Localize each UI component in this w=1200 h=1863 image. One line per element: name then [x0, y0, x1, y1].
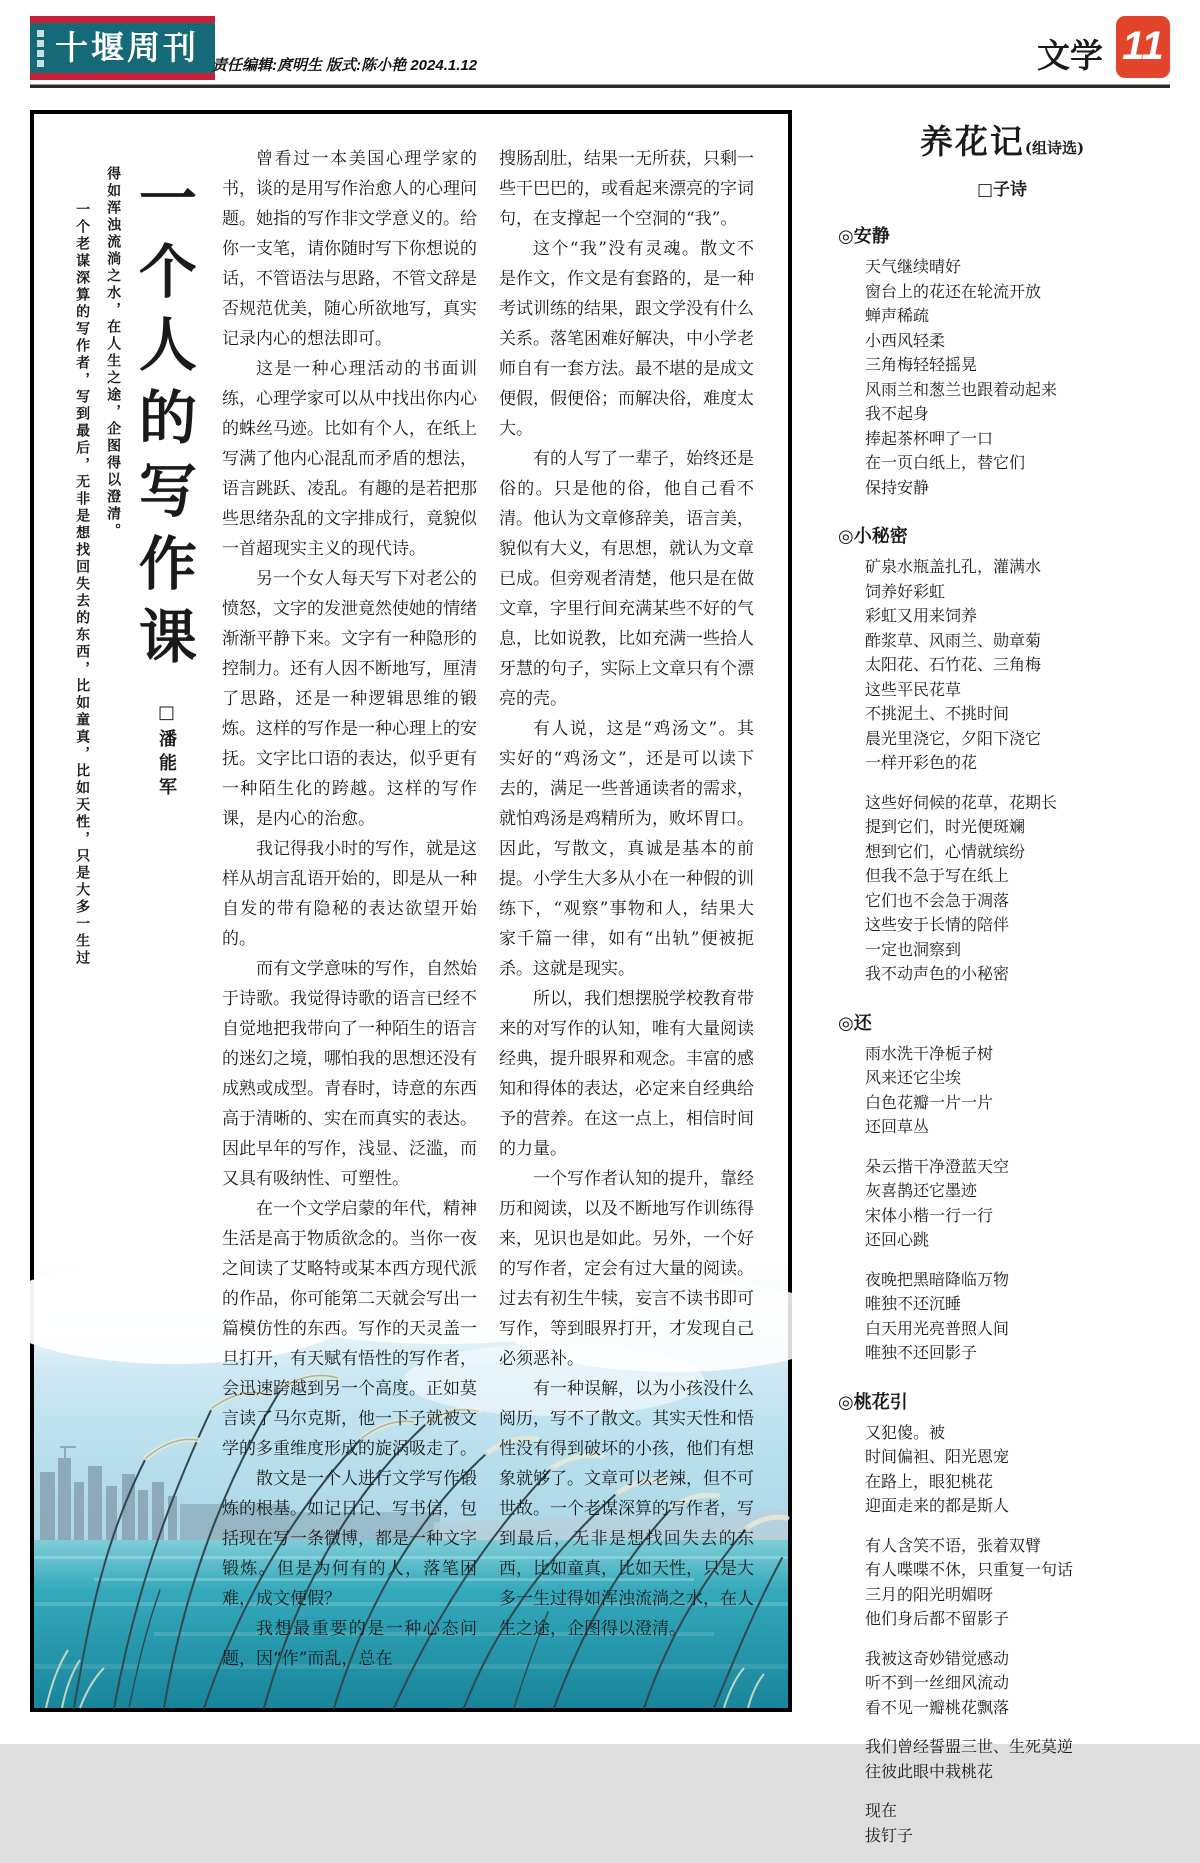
poem-line: 这些安于长情的陪伴 [865, 915, 1010, 934]
poem-line: 风来还它尘埃 [865, 1068, 962, 1087]
poem-section [838, 522, 1166, 987]
poem-line: 天气继续晴好 [865, 257, 962, 276]
poem-stanza [865, 1647, 1166, 1721]
poem-line: 我们曾经誓盟三世、生死莫逆 [865, 1737, 1074, 1756]
article-paragraph: 曾看过一本美国心理学家的书，谈的是用写作治愈人的心理问题。她指的写作非文学意义的。给你一支笔，请你随时写下你想说的话，不管语法与思路，不管文辞是否规范优美，随心所欲地写，真实记录内心的想法即可。 [222, 149, 477, 349]
poem-stanza [865, 1534, 1166, 1632]
poem-section-title: ◎桃花引 [838, 1391, 908, 1413]
poem-line: 但我不急于写在纸上 [865, 866, 1010, 885]
poem-author: □子诗 [976, 180, 1028, 200]
article-paragraph: 我想最重要的是一种心态问题，因“作”而乱，总在 [222, 1619, 477, 1669]
poem-title-suffix: (组诗选) [1024, 139, 1085, 157]
article-paragraph: 有人说，这是“鸡汤文”。其实好的“鸡汤文”，还是可以读下去的，满足一些普通读者的需求，就怕鸡汤是鸡精所为，败坏胃口。因此，写散文，真诚是基本的前提。小学生大多从小在一种假的训练下，“观察”事物和人，结果大家千篇一律，如有“出轨”便被扼杀。这就是现实。 [499, 719, 754, 979]
header-rule [30, 84, 1170, 88]
poem-line: 朵云揩干净澄蓝天空 [865, 1156, 1010, 1176]
poem-line: 有人喋喋不休，只重复一句话 [865, 1560, 1074, 1579]
masthead-title: 十堰周刊 [55, 28, 199, 67]
poem-line: 我不动声色的小秘密 [865, 964, 1010, 983]
article-paragraph: 而有文学意味的写作，自然始于诗歌。我觉得诗歌的语言已经不自觉地把我带向了一种陌生的语言的迷幻之境，哪怕我的思想还没有成熟或成型。青春时，诗意的东西高于清晰的、实在而真实的表达。因此早年的写作，浅显、泛滥，而又具有吸纳性、可塑性。 [222, 959, 477, 1189]
poem-line: 在路上，眼犯桃花 [865, 1471, 994, 1491]
article-paragraph: 散文是一个人进行文学写作锻炼的根基。如记日记、写书信，包括现在写一条微博，都是一种文字锻炼。但是为何有的人，落笔困难，成文便假？ [222, 1469, 477, 1609]
poem-line: 迎面走来的都是斯人 [865, 1496, 1010, 1515]
poem-line: 拔钉子 [865, 1825, 914, 1845]
poem-line: 宋体小楷一行一行 [865, 1205, 994, 1225]
poem-line: 一样开彩色的花 [865, 753, 978, 772]
article-paragraph: 有的人写了一辈子，始终还是俗的。只是他的俗，他自己看不清。他认为文章修辞美，语言美，貌似有大义，有思想，就认为文章已成。但旁观者清楚，他只是在做文章，字里行间充满某些不好的气息，比如说教，比如充满一些拾人牙慧的句子，实际上文章只有个漂亮的壳。 [499, 449, 754, 709]
poem-stanza [865, 1155, 1166, 1253]
poem-line: 饲养好彩虹 [865, 581, 946, 601]
poem-line: 蝉声稀疏 [865, 306, 930, 325]
poem-line: 他们身后都不留影子 [865, 1609, 1010, 1628]
poem-stanza [865, 555, 1166, 776]
page-content [30, 110, 1170, 1863]
poem-stanza [865, 1735, 1166, 1784]
poem-line: 白天用光亮普照人间 [865, 1318, 1010, 1338]
poem-line: 唯独不还沉睡 [865, 1294, 962, 1313]
poem-section-title: ◎还 [838, 1012, 872, 1034]
article-title: 一个人的写作课 [128, 168, 197, 679]
poem-section [838, 222, 1166, 500]
poem-line: 时间偏袒、阳光恩宠 [865, 1447, 1010, 1466]
poem-title-text: 养花记 [919, 122, 1025, 161]
poem-line: 夜晚把黑暗降临万物 [865, 1269, 1010, 1289]
article-headline-zone [58, 144, 220, 1678]
poem-section-title: ◎安静 [838, 226, 890, 247]
poem-line: 我被这奇妙错觉感动 [865, 1648, 1010, 1668]
poem-line: 窗台上的花还在轮流开放 [865, 281, 1042, 301]
poem-line: 这些平民花草 [865, 679, 962, 699]
article-paragraph: 我记得我小时的写作，就是这样从胡言乱语开始的，即是从一种自发的带有隐秘的表达欲望开始的。 [222, 839, 477, 949]
article-deck-line-1: 一个老谋深算的写作者，写到最后，无非是想找回失去的东西，比如童真，比如天性，只是大多一生过 [74, 202, 91, 967]
poem-line: 看不见一瓣桃花飘落 [865, 1697, 1010, 1717]
poem-line: 还回心跳 [865, 1230, 930, 1249]
poem-line: 在一页白纸上，替它们 [865, 453, 1026, 472]
poem-line: 这些好伺候的花草，花期长 [865, 792, 1058, 812]
poem-line: 小西风轻柔 [865, 330, 946, 350]
article-author: □潘能军 [156, 702, 177, 801]
poem-line: 矿泉水瓶盖扎孔，灌满水 [865, 557, 1042, 576]
poem-line: 灰喜鹊还它墨迹 [865, 1181, 978, 1200]
article-paragraph: 这是一种心理活动的书面训练，心理学家可以从中找出你内心的蛛丝马迹。比如有个人，在纸上写满了他内心混乱而矛盾的想法，语言跳跃、凌乱。有趣的是若把那些思绪杂乱的文字排成行，竟貌似一首超现实主义的现代诗。 [222, 359, 477, 559]
poem-line: 风雨兰和葱兰也跟着动起来 [865, 379, 1058, 399]
header-right [1037, 16, 1170, 78]
article-column-1 [222, 144, 477, 1678]
poem-stanza [865, 1268, 1166, 1366]
masthead-side-marks [37, 30, 48, 67]
poem-line: 三角梅轻轻摇晃 [865, 355, 978, 374]
poem-stanza [865, 1799, 1166, 1848]
poetry-column [792, 110, 1170, 1863]
poem-line: 不挑泥土、不挑时间 [865, 704, 1010, 723]
poem-line: 它们也不会急于凋落 [865, 890, 1010, 910]
poem-line: 提到它们，时光便斑斓 [865, 817, 1026, 836]
editor-credit-line: 责任编辑:庹明生 版式:陈小艳 2024.1.12 [212, 57, 478, 74]
article-column-2 [499, 144, 754, 1678]
poem-line: 白色花瓣一片一片 [865, 1092, 994, 1112]
poem-line: 往彼此眼中栽桃花 [865, 1761, 994, 1781]
poem-line: 想到它们，心情就缤纷 [865, 841, 1026, 861]
poem-line: 雨水洗干净栀子树 [865, 1043, 994, 1063]
article-paragraph: 在一个文学启蒙的年代，精神生活是高于物质欲念的。当你一夜之间读了艾略特或某本西方现代派的作品，你可能第二天就会写出一篇模仿性的东西。写作的天灵盖一旦打开，有天赋有悟性的写作者，会迅速跨越到另一个高度。正如莫言读了马尔克斯，他一下子就被文学的多重维度形成的旋涡吸走了。 [222, 1199, 477, 1459]
poem-section [838, 1009, 1166, 1366]
masthead [30, 14, 1170, 80]
poem-line: 有人含笑不语，张着双臂 [865, 1535, 1042, 1555]
poem-line: 保持安静 [865, 477, 930, 497]
poem-stanza [865, 791, 1166, 987]
poem-line: 听不到一丝细风流动 [865, 1673, 1010, 1692]
article-paragraph: 这个“我”没有灵魂。散文不是作文，作文是有套路的，是一种考试训练的结果，跟文学没有什么关系。落笔困难好解决，中小学老师自有一套方法。最不堪的是成文便假，假便俗；而解决俗，难度太大。 [499, 239, 754, 439]
section-label: 文学 [1037, 36, 1103, 75]
poem-line: 太阳花、石竹花、三角梅 [865, 655, 1042, 674]
poem-stanza [865, 1421, 1166, 1519]
poem-line: 我不起身 [865, 404, 930, 423]
poem-line: 三月的阳光明媚呀 [865, 1584, 994, 1604]
poem-line: 又犯傻。被 [865, 1422, 946, 1442]
article-frame [30, 110, 792, 1712]
poem-stanza [865, 1042, 1166, 1140]
poem-line: 现在 [865, 1801, 898, 1820]
article-paragraph: 搜肠刮肚，结果一无所获，只剩一些干巴巴的，或看起来漂亮的字词句，在支撑起一个空洞的“我”。 [499, 149, 754, 229]
poem-title [838, 116, 1166, 163]
poem-line: 酢浆草、风雨兰、勋章菊 [865, 630, 1042, 650]
poem-stanza [865, 255, 1166, 500]
masthead-logo [30, 16, 215, 80]
article-paragraph: 有一种误解，以为小孩没什么阅历，写不了散文。其实天性和悟性没有得到破坏的小孩，他们有想象就够了。文章可以老辣，但不可世故。一个老谋深算的写作者，写到最后，无非是想找回失去的东西，比如童真，比如天性，只是大多一生过得如浑浊流淌之水，在人生之途，企图得以澄清。 [499, 1379, 754, 1639]
poem-line: 还回草丛 [865, 1117, 930, 1136]
poem-line: 晨光里浇它，夕阳下浇它 [865, 728, 1042, 748]
poem-line: 一定也洞察到 [865, 939, 962, 959]
article-paragraph: 另一个女人每天写下对老公的愤怒，文字的发泄竟然使她的情绪渐渐平静下来。文字有一种隐形的控制力。还有人因不断地写，厘清了思路，还是一种逻辑思维的锻炼。这样的写作是一种心理上的安抚。文字比口语的表达，似乎更有一种陌生化的跨越。这样的写作课，是内心的治愈。 [222, 569, 477, 829]
poem-sections [838, 222, 1166, 1848]
poem-section-title: ◎小秘密 [838, 526, 908, 547]
poem-line: 唯独不还回影子 [865, 1343, 978, 1362]
article-deck-line-2: 得如浑浊流淌之水，在人生之途，企图得以澄清。 [105, 166, 122, 540]
poem-line: 彩虹又用来饲养 [865, 606, 978, 625]
article-paragraph: 所以，我们想摆脱学校教育带来的对写作的认知，唯有大量阅读经典，提升眼界和观念。丰富的感知和得体的表达，必定来自经典给予的营养。在这一点上，相信时间的力量。 [499, 989, 754, 1159]
page-number-badge: 11 [1116, 16, 1170, 78]
article-paragraph: 一个写作者认知的提升，靠经历和阅读，以及不断地写作训练得来，见识也是如此。另外，一个好的写作者，定会有过大量的阅读。过去有初生牛犊，妄言不读书即可写作，等到眼界打开，才发现自己必须恶补。 [499, 1169, 754, 1369]
poem-line: 捧起茶杯呷了一口 [865, 428, 994, 448]
poem-section [838, 1388, 1166, 1849]
